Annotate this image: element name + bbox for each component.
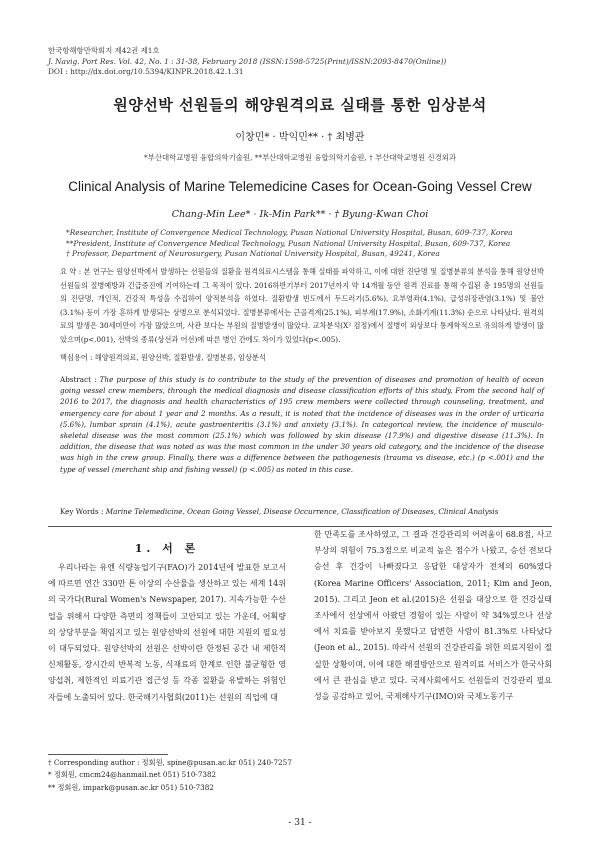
journal-citation: J. Navig. Port Res. Vol. 42, No. 1 : 31-38, February 2018 (ISSN:1598-5725(Print)/ISSN:2093-8470(Online)): [48, 56, 447, 66]
keywords-english-label: Key Words :: [60, 507, 104, 516]
abstract-korean-text: 본 연구는 원양선박에서 발생하는 선원들의 질환을 원격의료시스템을 통해 실태를 파악하고, 이에 대한 진단명 및 질병분류의 분석을 통해 원양선박 선원들의 질병예방과 긴급증진에 기여하는데 그 목적이 있다. 2016하반기부터 2017년까지 약 14개월 동안 원격 진료를 통해 수집된 총 195명의 선원들의 진단명, 개인적, 건강적 특성을 수집하여 양적분석을 하였다. 질환발생 빈도에서 두드러기(5.6%), 요부염좌(4.1%), 급성위장관염(3.1%) 및 불안(3.1%) 등이 가장 흔하게 발생되는 상병으로 분석되었다. 질병분류에서는 근골격계(25.1%), 피부계(17.9%), 소화기계(11.3%) 순으로 나타났다. 원격의료의 발생은 30세미만이 가장 많았으며, 사관 보다는 부원의 질병발생이 많았다. 교차분석(X² 검정)에서 질병이 외상보다 통계학적으로 유의하게 발생이 많았으며(p<.001), 선박의 종류(상선과 어선)에 따른 병인 간에도 차이가 있었다(p<.005).: [60, 267, 544, 344]
affiliation-line: **President, Institute of Convergence Medical Technology, Pusan National University Hospital, Busan, 609-737, Korea: [66, 238, 511, 248]
affiliation-line: † Professor, Department of Neurosurgery, Pusan National University Hospital, Busan, 49241, Korea: [66, 249, 440, 258]
affiliation-line: *Researcher, Institute of Convergence Medical Technology, Pusan National University Hospital, Busan, 609-737, Korea: [66, 228, 513, 237]
authors-korean: 이창민* · 박익민** · † 최병관: [235, 132, 365, 143]
page-number: - 31 -: [288, 818, 312, 828]
footnotes: [48, 757, 292, 794]
doi-link[interactable]: DOI : http://dx.doi.org/10.5394/KINPR.2018.42.1.31: [48, 67, 244, 76]
journal-header: [48, 46, 446, 78]
affiliations-korean: *부산대학교병원 융합의학기술원, **부산대학교병원 융합의학기술원, † 부산대학교병원 신경외과: [143, 153, 456, 162]
footnote-author: ** 정회원, impark@pusan.ac.kr 051) 510-7382: [48, 782, 214, 792]
abstract-korean: [60, 265, 544, 346]
affiliations-english: [60, 228, 560, 260]
keywords-english: [60, 507, 544, 516]
abstract-english: [60, 374, 544, 475]
footnote-author: * 정회원, cmcm24@hanmail.net 051) 510-7382: [48, 770, 217, 780]
body-column-right: 한 만족도를 조사하였고, 그 결과 건강관리의 어려움이 68.8점, 사고부상의 위험이 75.3점으로 비교적 높은 점수가 나왔고, 승선 전보다 승선 후 건강이 나빠졌다고 응답한 대상자가 전체의 60%였다(Korea Marine Officers' Association, 2011; Kim and Jeon, 2015). 그리고 Jeon et al.(2015)은 선원을 대상으로 한 건강실태 조사에서 선상에서 아팠던 경험이 있는 사람이 약 34%였으나 선상에서 치료를 받아보지 못했다고 답변한 사람이 81.3%로 나타났다(Jeon et al., 2015). 따라서 선원의 건강관리를 위한 의료지원이 절실한 상황이며, 이에 대한 해결방안으로 원격의료 서비스가 한국사회에서 큰 관심을 받고 있다. 국제사회에서도 선원들의 건강관리 필요성을 공감하고 있어, 국제해사기구(IMO)와 국제노동기구: [314, 530, 552, 702]
title-korean: 원양선박 선원들의 해양원격의료 실태를 통한 임상분석: [113, 96, 487, 114]
keywords-korean: [60, 353, 266, 363]
keywords-korean-text: 해양원격의료, 원양선박, 질환발생, 질병분류, 임상분석: [94, 353, 266, 362]
authors-english: Chang-Min Lee* · Ik-Min Park** · † Byung-Kwan Choi: [171, 209, 429, 220]
title-english: Clinical Analysis of Marine Telemedicine Cases for Ocean-Going Vessel Crew: [68, 179, 532, 194]
footnote-divider: [48, 754, 168, 755]
keywords-korean-label: 핵심용어 :: [60, 353, 93, 362]
body-column-left: 우리나라는 유엔 식량농업기구(FAO)가 2014년에 발표한 보고서에 따르면 연간 330만 톤 이상의 수산물을 생산하고 있는 세계 14위의 국가다(Rural Women's Newspaper, 2017). 지속가능한 수산업을 위해서 다양한 측면의 정책들이 고안되고 있는 가운데, 어획량의 상당부분을 책임지고 있는 원양선박의 선원에 대한 지원의 필요성이 대두되었다. 원양선박의 선원은 선박이란 한정된 공간 내 제한적 신체활동, 장시간의 반복적 노동, 식재료의 한계로 인한 불균형한 영양섭취, 제한적인 의료기관 접근성 등 각종 질환을 유발하는 위험인자들에 노출되어 있다. 한국해기사협회(2011)는 선원의 직업에 대: [48, 563, 286, 702]
footnote-corresponding: † Corresponding author : 정회원, spine@pusan.ac.kr 051) 240-7257: [48, 758, 292, 767]
journal-name-ko: 한국항해항만학회지 제42권 제1호: [48, 46, 160, 55]
abstract-korean-label: 요 약 :: [60, 267, 82, 276]
abstract-english-label: Abstract :: [60, 375, 97, 384]
section-heading: 1. 서 론: [134, 542, 200, 555]
abstract-english-text: The purpose of this study is to contribute to the study of the prevention of diseases and promotion of health of ocean going vessel crew members, through the medical diagnosis and disease classification efforts of this study. From the second half of 2016 to 2017, the diagnosis and health characteristics of 195 crew members were collected through counseling, treatment, and emergency care for about 1 year and 2 months. As a result, it is noted that the incidence of diseases was in the order of urticaria (5.6%), lumbar sprain (4.1%), acute gastroenteritis (3.1%) and anxiety (3.1%). In categorical review, the incidence of musculo-skeletal disease was the most common (25.1%) which was followed by skin disease (17.9%) and digestive disease (11.3%). In addition, the disease that was noted as was the most common in the under 30 years old category, and the incidence of the disease was high in the crew group. Finally, there was a difference between the pathogenesis (trauma vs disease, etc.) (p <.001) and the type of vessel (merchant ship and fishing vessel) (p <.005) as noted in this case.: [60, 375, 544, 474]
keywords-english-text: Marine Telemedicine, Ocean Going Vessel, Disease Occurrence, Classification of Diseases, Clinical Analysis: [105, 507, 499, 516]
